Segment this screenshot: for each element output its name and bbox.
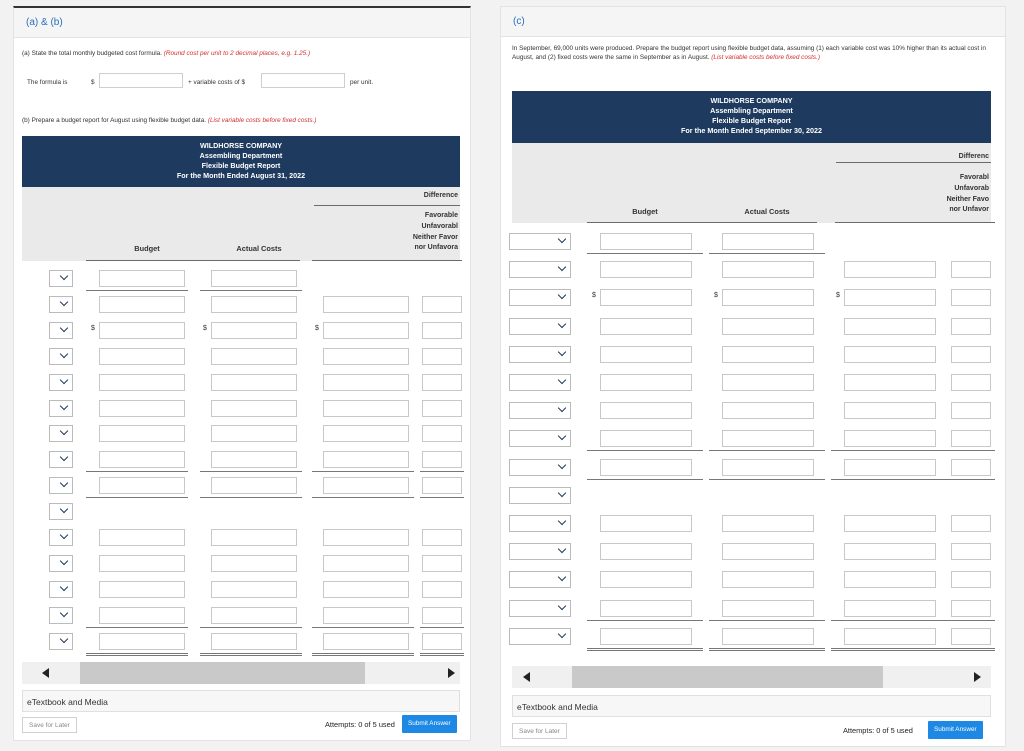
amount-input[interactable] (422, 555, 462, 572)
total-double-rule (587, 648, 703, 651)
line-item-dropdown[interactable] (49, 555, 73, 572)
amount-input[interactable] (99, 451, 185, 468)
amount-input[interactable] (99, 296, 185, 313)
line-item-dropdown[interactable] (509, 289, 571, 306)
total-double-rule (831, 648, 947, 651)
chevron-down-icon (60, 479, 68, 487)
table-row (501, 452, 1005, 478)
amount-input[interactable] (844, 374, 936, 391)
amount-input[interactable] (323, 451, 409, 468)
amount-input[interactable] (844, 346, 936, 363)
part-a-instruction: (a) State the total monthly budgeted cost formula. (Round cost per unit to 2 decimal places, e.g. 1.25.) (22, 50, 311, 57)
line-item-dropdown[interactable] (49, 581, 73, 598)
line-item-dropdown[interactable] (509, 430, 571, 447)
chevron-down-icon (558, 601, 566, 609)
table-row (14, 315, 470, 341)
amount-input[interactable] (600, 600, 692, 617)
chevron-down-icon (60, 583, 68, 591)
chevron-down-icon (558, 460, 566, 468)
chevron-down-icon (558, 291, 566, 299)
amount-input[interactable] (951, 628, 991, 645)
save-for-later-button[interactable]: Save for Later (512, 723, 567, 739)
amount-input[interactable] (211, 529, 297, 546)
amount-input[interactable] (844, 571, 936, 588)
actual-column-heading: Actual Costs (236, 244, 282, 253)
total-double-rule (420, 653, 464, 656)
amount-input[interactable] (722, 374, 814, 391)
amount-input[interactable] (951, 289, 991, 306)
amount-input[interactable] (951, 459, 991, 476)
table-row (14, 626, 470, 652)
table-row (14, 263, 470, 289)
amount-input[interactable] (844, 628, 936, 645)
favorable-heading: Favorabl Unfavorab Neither Favo nor Unfavor (946, 174, 989, 214)
amount-input[interactable] (422, 425, 462, 442)
line-item-dropdown[interactable] (509, 628, 571, 645)
chevron-down-icon (60, 349, 68, 357)
amount-input[interactable] (422, 529, 462, 546)
line-item-dropdown[interactable] (49, 270, 73, 287)
amount-input[interactable] (99, 607, 185, 624)
amount-input[interactable] (99, 400, 185, 417)
table-row (14, 496, 470, 522)
chevron-down-icon (60, 272, 68, 280)
amount-input[interactable] (844, 600, 936, 617)
amount-input[interactable] (722, 571, 814, 588)
dollar-sign: $ (592, 292, 596, 300)
scroll-left-icon[interactable] (523, 672, 530, 682)
amount-input[interactable] (722, 628, 814, 645)
panel-part-c (500, 6, 1006, 747)
amount-input[interactable] (951, 402, 991, 419)
report-header (22, 136, 460, 187)
amount-input[interactable] (99, 633, 185, 650)
fixed-cost-input[interactable] (99, 73, 183, 88)
chevron-down-icon (60, 634, 68, 642)
amount-input[interactable] (422, 322, 462, 339)
report-title: Flexible Budget Report (712, 116, 791, 125)
scroll-thumb[interactable] (572, 666, 883, 688)
dollar-sign: $ (836, 292, 840, 300)
amount-input[interactable] (211, 322, 297, 339)
chevron-down-icon (60, 298, 68, 306)
table-row (501, 311, 1005, 337)
amount-input[interactable] (211, 555, 297, 572)
scroll-right-icon[interactable] (974, 672, 981, 682)
table-row (501, 282, 1005, 308)
amount-input[interactable] (951, 543, 991, 560)
amount-input[interactable] (99, 581, 185, 598)
line-item-dropdown[interactable] (509, 600, 571, 617)
amount-input[interactable] (844, 318, 936, 335)
dollar-sign: $ (91, 324, 95, 332)
amount-input[interactable] (323, 322, 409, 339)
difference-heading: Differenc (958, 153, 989, 160)
amount-input[interactable] (722, 261, 814, 278)
chevron-down-icon (60, 427, 68, 435)
amount-input[interactable] (951, 374, 991, 391)
total-double-rule (941, 648, 995, 651)
amount-input[interactable] (844, 459, 936, 476)
dollar-sign: $ (203, 324, 207, 332)
report-period: For the Month Ended September 30, 2022 (681, 126, 822, 135)
amount-input[interactable] (722, 515, 814, 532)
amount-input[interactable] (323, 633, 409, 650)
chevron-down-icon (558, 319, 566, 327)
table-row (501, 564, 1005, 590)
per-unit-label: per unit. (350, 79, 374, 86)
scroll-thumb[interactable] (80, 662, 365, 684)
amount-input[interactable] (722, 346, 814, 363)
table-row (14, 367, 470, 393)
amount-input[interactable] (600, 571, 692, 588)
table-row (501, 367, 1005, 393)
amount-input[interactable] (422, 477, 462, 494)
amount-input[interactable] (422, 581, 462, 598)
amount-input[interactable] (211, 296, 297, 313)
amount-input[interactable] (951, 515, 991, 532)
amount-input[interactable] (844, 402, 936, 419)
amount-input[interactable] (99, 374, 185, 391)
amount-input[interactable] (722, 543, 814, 560)
amount-input[interactable] (99, 270, 185, 287)
line-item-dropdown[interactable] (49, 425, 73, 442)
dollar-sign: $ (315, 324, 319, 332)
amount-input[interactable] (722, 430, 814, 447)
chevron-down-icon (60, 401, 68, 409)
budget-column-heading: Budget (134, 244, 160, 253)
amount-input[interactable] (600, 430, 692, 447)
department-name: Assembling Department (199, 151, 283, 160)
total-double-rule (200, 653, 302, 656)
part-b-instruction: (b) Prepare a budget report for August using flexible budget data. (List variable costs before fixed costs.) (22, 117, 317, 124)
amount-input[interactable] (422, 633, 462, 650)
chevron-down-icon (60, 608, 68, 616)
section-header (14, 8, 470, 38)
amount-input[interactable] (600, 233, 692, 250)
amount-input[interactable] (422, 451, 462, 468)
chevron-down-icon (558, 545, 566, 553)
amount-input[interactable] (951, 600, 991, 617)
submit-answer-button[interactable]: Submit Answer (928, 721, 983, 739)
line-item-dropdown[interactable] (49, 400, 73, 417)
table-row (14, 470, 470, 496)
report-period: For the Month Ended August 31, 2022 (176, 171, 306, 180)
amount-input[interactable] (951, 346, 991, 363)
amount-input[interactable] (600, 402, 692, 419)
line-item-dropdown[interactable] (49, 451, 73, 468)
chevron-down-icon (60, 453, 68, 461)
amount-input[interactable] (600, 289, 692, 306)
table-row (14, 393, 470, 419)
line-item-dropdown[interactable] (509, 346, 571, 363)
part-c-instruction: In September, 69,000 units were produced. Prepare the budget report using flexible budget data, assuming (1) each variable cost was 10% higher than its actual cost in August, and (2) fixed costs were the same in September as in August. (List variable costs before fixed costs.) (512, 45, 986, 61)
table-row (14, 548, 470, 574)
report-header (512, 91, 991, 143)
amount-input[interactable] (323, 607, 409, 624)
amount-input[interactable] (323, 425, 409, 442)
department-name: Assembling Department (710, 106, 793, 115)
chevron-down-icon (558, 263, 566, 271)
report-title: Flexible Budget Report (201, 161, 281, 170)
line-item-dropdown[interactable] (509, 374, 571, 391)
amount-input[interactable] (600, 628, 692, 645)
line-item-dropdown[interactable] (509, 261, 571, 278)
amount-input[interactable] (951, 261, 991, 278)
line-item-dropdown[interactable] (509, 543, 571, 560)
chevron-down-icon (558, 348, 566, 356)
line-item-dropdown[interactable] (509, 487, 571, 504)
total-double-rule (709, 648, 825, 651)
amount-input[interactable] (99, 425, 185, 442)
amount-input[interactable] (600, 459, 692, 476)
actual-column-heading: Actual Costs (744, 207, 790, 216)
amount-input[interactable] (323, 555, 409, 572)
line-item-dropdown[interactable] (49, 503, 73, 520)
chevron-down-icon (60, 531, 68, 539)
amount-input[interactable] (844, 289, 936, 306)
table-row (501, 423, 1005, 449)
chevron-down-icon (558, 404, 566, 412)
table-row (14, 289, 470, 315)
etextbook-link[interactable]: eTextbook and Media (512, 695, 991, 717)
chevron-down-icon (558, 432, 566, 440)
attempts-counter: Attempts: 0 of 5 used (843, 726, 913, 735)
line-item-dropdown[interactable] (509, 318, 571, 335)
amount-input[interactable] (600, 261, 692, 278)
amount-input[interactable] (211, 400, 297, 417)
amount-input[interactable] (722, 600, 814, 617)
submit-answer-button[interactable]: Submit Answer (402, 715, 457, 733)
amount-input[interactable] (844, 543, 936, 560)
amount-input[interactable] (99, 529, 185, 546)
amount-input[interactable] (211, 425, 297, 442)
amount-input[interactable] (951, 430, 991, 447)
amount-input[interactable] (722, 233, 814, 250)
formula-label: The formula is (27, 79, 68, 86)
amount-input[interactable] (600, 543, 692, 560)
amount-input[interactable] (844, 515, 936, 532)
amount-input[interactable] (211, 348, 297, 365)
panel-parts-a-b (13, 6, 471, 741)
amount-input[interactable] (600, 346, 692, 363)
amount-input[interactable] (99, 477, 185, 494)
chevron-down-icon (558, 235, 566, 243)
attempts-counter: Attempts: 0 of 5 used (325, 720, 395, 729)
chevron-down-icon (558, 489, 566, 497)
amount-input[interactable] (722, 289, 814, 306)
amount-input[interactable] (323, 477, 409, 494)
amount-input[interactable] (422, 400, 462, 417)
table-row (501, 593, 1005, 619)
table-row (14, 341, 470, 367)
company-name: WILDHORSE COMPANY (199, 141, 283, 150)
line-item-dropdown[interactable] (49, 477, 73, 494)
total-double-rule (86, 653, 188, 656)
section-title: (c) (513, 16, 525, 27)
line-item-dropdown[interactable] (49, 348, 73, 365)
column-header-area (512, 143, 991, 223)
amount-input[interactable] (844, 430, 936, 447)
table-row (501, 226, 1005, 252)
chevron-down-icon (558, 517, 566, 525)
column-header-area (22, 187, 460, 261)
amount-input[interactable] (600, 515, 692, 532)
line-item-dropdown[interactable] (49, 607, 73, 624)
amount-input[interactable] (722, 459, 814, 476)
variable-cost-per-unit-input[interactable] (261, 73, 345, 88)
etextbook-link[interactable]: eTextbook and Media (22, 690, 460, 712)
heading-underline-budget-actual (587, 222, 817, 223)
budget-column-heading: Budget (632, 207, 658, 216)
amount-input[interactable] (323, 529, 409, 546)
chevron-down-icon (558, 573, 566, 581)
amount-input[interactable] (99, 555, 185, 572)
amount-input[interactable] (211, 607, 297, 624)
amount-input[interactable] (722, 402, 814, 419)
line-item-dropdown[interactable] (49, 322, 73, 339)
amount-input[interactable] (323, 581, 409, 598)
horizontal-scrollbar[interactable] (512, 666, 991, 688)
line-item-dropdown[interactable] (509, 402, 571, 419)
chevron-down-icon (558, 630, 566, 638)
line-item-dropdown[interactable] (49, 296, 73, 313)
amount-input[interactable] (323, 296, 409, 313)
line-item-dropdown[interactable] (509, 571, 571, 588)
scroll-right-icon[interactable] (448, 668, 455, 678)
horizontal-scrollbar[interactable] (22, 662, 460, 684)
table-row (14, 574, 470, 600)
table-row (14, 418, 470, 444)
dollar-sign: $ (91, 79, 95, 86)
chevron-down-icon (60, 505, 68, 513)
table-row (14, 522, 470, 548)
amount-input[interactable] (722, 318, 814, 335)
amount-input[interactable] (422, 374, 462, 391)
scroll-left-icon[interactable] (42, 668, 49, 678)
table-row (14, 600, 470, 626)
company-name: WILDHORSE COMPANY (710, 96, 793, 105)
amount-input[interactable] (323, 400, 409, 417)
amount-input[interactable] (422, 607, 462, 624)
chevron-down-icon (60, 375, 68, 383)
line-item-dropdown[interactable] (509, 459, 571, 476)
amount-input[interactable] (211, 633, 297, 650)
line-item-dropdown[interactable] (49, 529, 73, 546)
dollar-sign: $ (714, 292, 718, 300)
line-item-dropdown[interactable] (509, 233, 571, 250)
amount-input[interactable] (422, 348, 462, 365)
heading-underline-difference (312, 260, 462, 261)
section-title: (a) & (b) (26, 17, 63, 28)
heading-underline-budget-actual (86, 260, 300, 261)
chevron-down-icon (60, 557, 68, 565)
amount-input[interactable] (211, 270, 297, 287)
amount-input[interactable] (844, 261, 936, 278)
chevron-down-icon (60, 324, 68, 332)
difference-rule (314, 205, 460, 206)
line-item-dropdown[interactable] (49, 374, 73, 391)
table-row (501, 508, 1005, 534)
amount-input[interactable] (323, 374, 409, 391)
table-row (501, 254, 1005, 280)
amount-input[interactable] (211, 374, 297, 391)
table-row (501, 536, 1005, 562)
total-double-rule (312, 653, 414, 656)
line-item-dropdown[interactable] (509, 515, 571, 532)
table-row (501, 339, 1005, 365)
table-row (14, 444, 470, 470)
table-row (501, 480, 1005, 506)
chevron-down-icon (558, 376, 566, 384)
variable-costs-label: + variable costs of $ (188, 79, 246, 86)
amount-input[interactable] (99, 322, 185, 339)
amount-input[interactable] (422, 296, 462, 313)
amount-input[interactable] (211, 451, 297, 468)
amount-input[interactable] (600, 374, 692, 391)
save-for-later-button[interactable]: Save for Later (22, 717, 77, 733)
amount-input[interactable] (323, 348, 409, 365)
amount-input[interactable] (211, 581, 297, 598)
table-row (501, 395, 1005, 421)
line-item-dropdown[interactable] (49, 633, 73, 650)
difference-heading: Difference (423, 192, 458, 199)
favorable-heading: Favorable Unfavorabl Neither Favor nor Unfavora (412, 212, 458, 252)
amount-input[interactable] (951, 318, 991, 335)
heading-underline-difference (835, 222, 995, 223)
table-row (501, 621, 1005, 647)
amount-input[interactable] (951, 571, 991, 588)
section-header (501, 7, 1005, 37)
amount-input[interactable] (99, 348, 185, 365)
amount-input[interactable] (211, 477, 297, 494)
amount-input[interactable] (600, 318, 692, 335)
